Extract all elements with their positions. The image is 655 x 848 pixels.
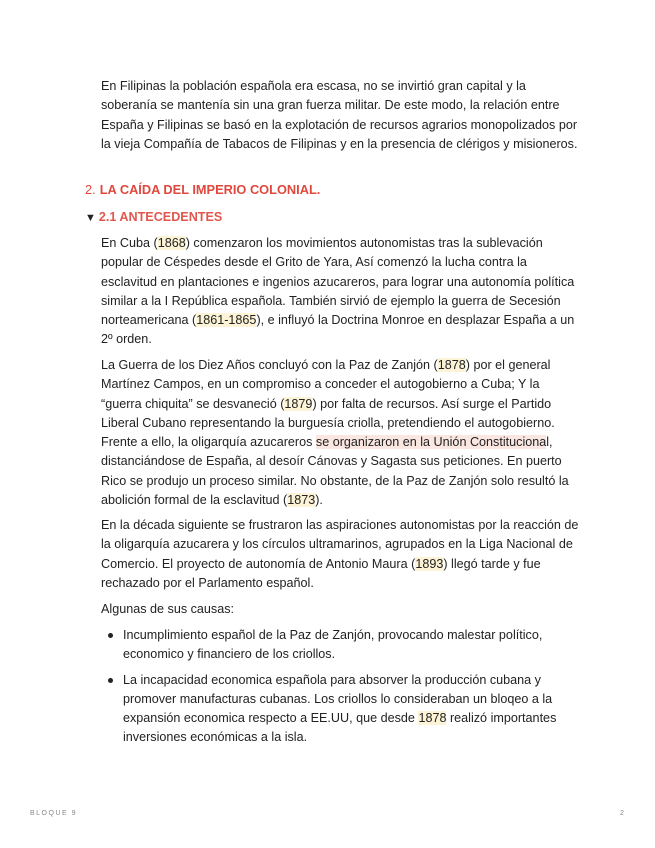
subsection-heading[interactable] bbox=[85, 208, 222, 227]
year-highlight: 1873 bbox=[287, 493, 316, 508]
paragraph-causas: Algunas de sus causas: bbox=[101, 602, 235, 616]
year-highlight: 1879 bbox=[284, 396, 313, 411]
intro-paragraph: En Filipinas la población española era escasa, no se invirtió gran capital y la soberanía se mantenía sin una gran fuerza militar. De este modo, la relación entre España y Filipinas se basó en la explotación de recursos agrarios monopolizados por la vieja Compañía de Tabacos de Filipinas y en la presencia de clérigos y misioneros. bbox=[101, 79, 578, 151]
year-highlight: 1868 bbox=[157, 236, 186, 250]
text-highlight: se organizaron en la Unión Constituciona bbox=[315, 435, 547, 450]
year-highlight: 1878 bbox=[418, 711, 447, 726]
section-title: LA CAÍDA DEL IMPERIO COLONIAL. bbox=[99, 182, 321, 197]
subsection-title: 2.1 ANTECEDENTES bbox=[98, 210, 223, 224]
paragraph-guerra: La Guerra de los Diez Años concluyó con la Paz de Zanjón (1878) por el general Martínez Campos, en un compromiso a conceder el autogobierno a Cuba; Y la “guerra chiquita” se desvaneció (1879) por falta de recursos. Así surge el Partido Liberal Cubano representando la burguesía criolla, pretendiendo el autogobierno. Frente a ello, la oligarquía azucareros se organizaron en la Unión Constitucional, distanciándose de España, al desoír Cánovas y Sagasta sus peticiones. En puerto Rico se produjo un proceso similar. No obstante, de la Paz de Zanjón solo resultó la abolición formal de la esclavitud (1873). bbox=[101, 358, 569, 508]
causes-list bbox=[101, 626, 581, 754]
paragraph-decada: En la década siguiente se frustraron las aspiraciones autonomistas por la reacción de la oligarquía azucarera y los círculos ultramarinos, agrupados en la Liga Nacional de Comercio. El proyecto de autonomía de Antonio Maura (1893) llegó tarde y fue rechazado por el Parlamento español. bbox=[101, 518, 579, 590]
section-number: 2. bbox=[85, 182, 96, 197]
paragraph-cuba: En Cuba (1868) comenzaron los movimientos autonomistas tras la sublevación popular de Céspedes desde el Grito de Yara, Así comenzó la lucha contra la esclavitud en plantaciones e ingenios azucareros, para lograr una autonomía política similar a la I República española. También sirvió de ejemplo la guerra de Secesión norteamericana (1861-1865), e influyó la Doctrina Monroe en desplazar España a un 2º orden. bbox=[101, 236, 575, 347]
collapse-toggle-icon[interactable]: ▼ bbox=[85, 212, 96, 224]
list-item: Incumplimiento español de la Paz de Zanjón, provocando malestar político, economico y financiero de los criollos. bbox=[101, 626, 581, 665]
list-item: La incapacidad economica española para absorver la producción cubana y promover manufacturas cubanas. Los criollos lo consideraban un bloqeo a la expansión economica respecto a EE.UU, que desde 1878 realizó importantes inversiones económicas a la isla. bbox=[101, 671, 581, 748]
year-highlight: 1861-1865 bbox=[196, 313, 257, 328]
footer-chapter-label: BLOQUE 9 bbox=[30, 810, 78, 817]
section-heading bbox=[85, 181, 320, 199]
footer-page-number: 2 bbox=[620, 810, 624, 817]
year-highlight: 1893 bbox=[415, 556, 444, 571]
year-highlight: 1878 bbox=[437, 358, 466, 372]
